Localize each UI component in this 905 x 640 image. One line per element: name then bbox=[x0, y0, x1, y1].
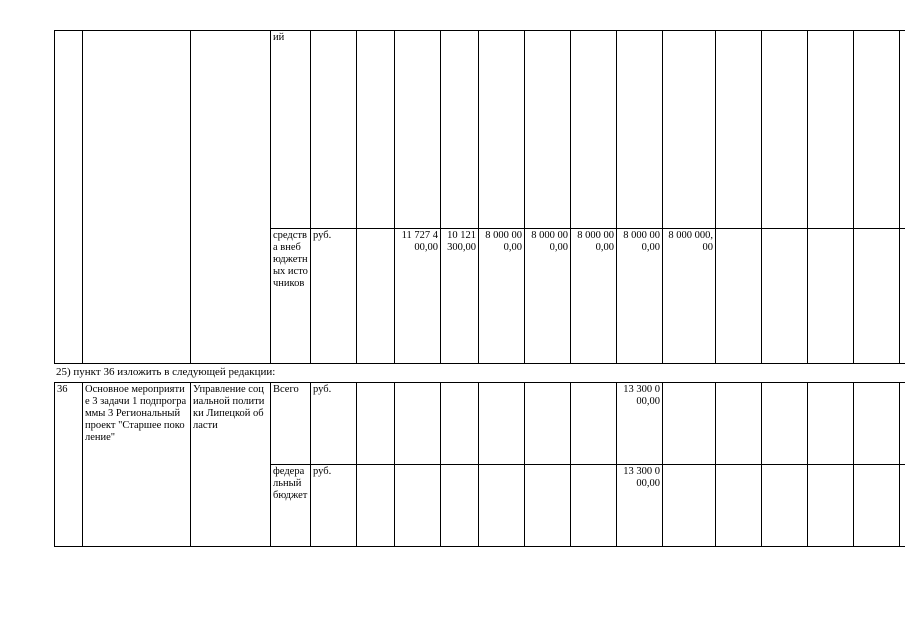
value-cell: 8 000 000,00 bbox=[525, 229, 571, 364]
item-number: 36 bbox=[55, 383, 83, 547]
value-cell: 8 000 000,00 bbox=[571, 229, 617, 364]
unit-cell: руб. bbox=[311, 229, 357, 364]
amendment-note: 25) пункт 36 изложить в следующей редакции: bbox=[56, 366, 276, 378]
unit-cell: руб. bbox=[311, 383, 357, 465]
value-cell: 8 000 000,00 bbox=[617, 229, 663, 364]
value-cell: 8 000 000,00 bbox=[479, 229, 525, 364]
funding-source-cell: Всего bbox=[271, 383, 311, 465]
table-row bbox=[55, 383, 905, 465]
funding-source-cell: ий bbox=[271, 31, 311, 229]
value-cell: 8 000 000,00 bbox=[663, 229, 716, 364]
unit-cell: руб. bbox=[311, 465, 357, 547]
value-cell: 13 300 000,00 bbox=[617, 383, 663, 465]
program-table-bottom bbox=[54, 382, 905, 547]
funding-source-cell: федеральный бюджет bbox=[271, 465, 311, 547]
value-cell: 11 727 400,00 bbox=[395, 229, 441, 364]
value-cell bbox=[357, 229, 395, 364]
program-table-top bbox=[54, 30, 905, 364]
table-row bbox=[55, 31, 905, 229]
value-cell: 10 121 300,00 bbox=[441, 229, 479, 364]
executor: Управление социальной политики Липецкой области bbox=[191, 383, 271, 547]
value-cell: 13 300 000,00 bbox=[617, 465, 663, 547]
funding-source-cell: средства внебюджетных источников bbox=[271, 229, 311, 364]
event-name: Основное мероприятие 3 задачи 1 подпрограммы 3 Региональный проект "Старшее поколение" bbox=[83, 383, 191, 547]
